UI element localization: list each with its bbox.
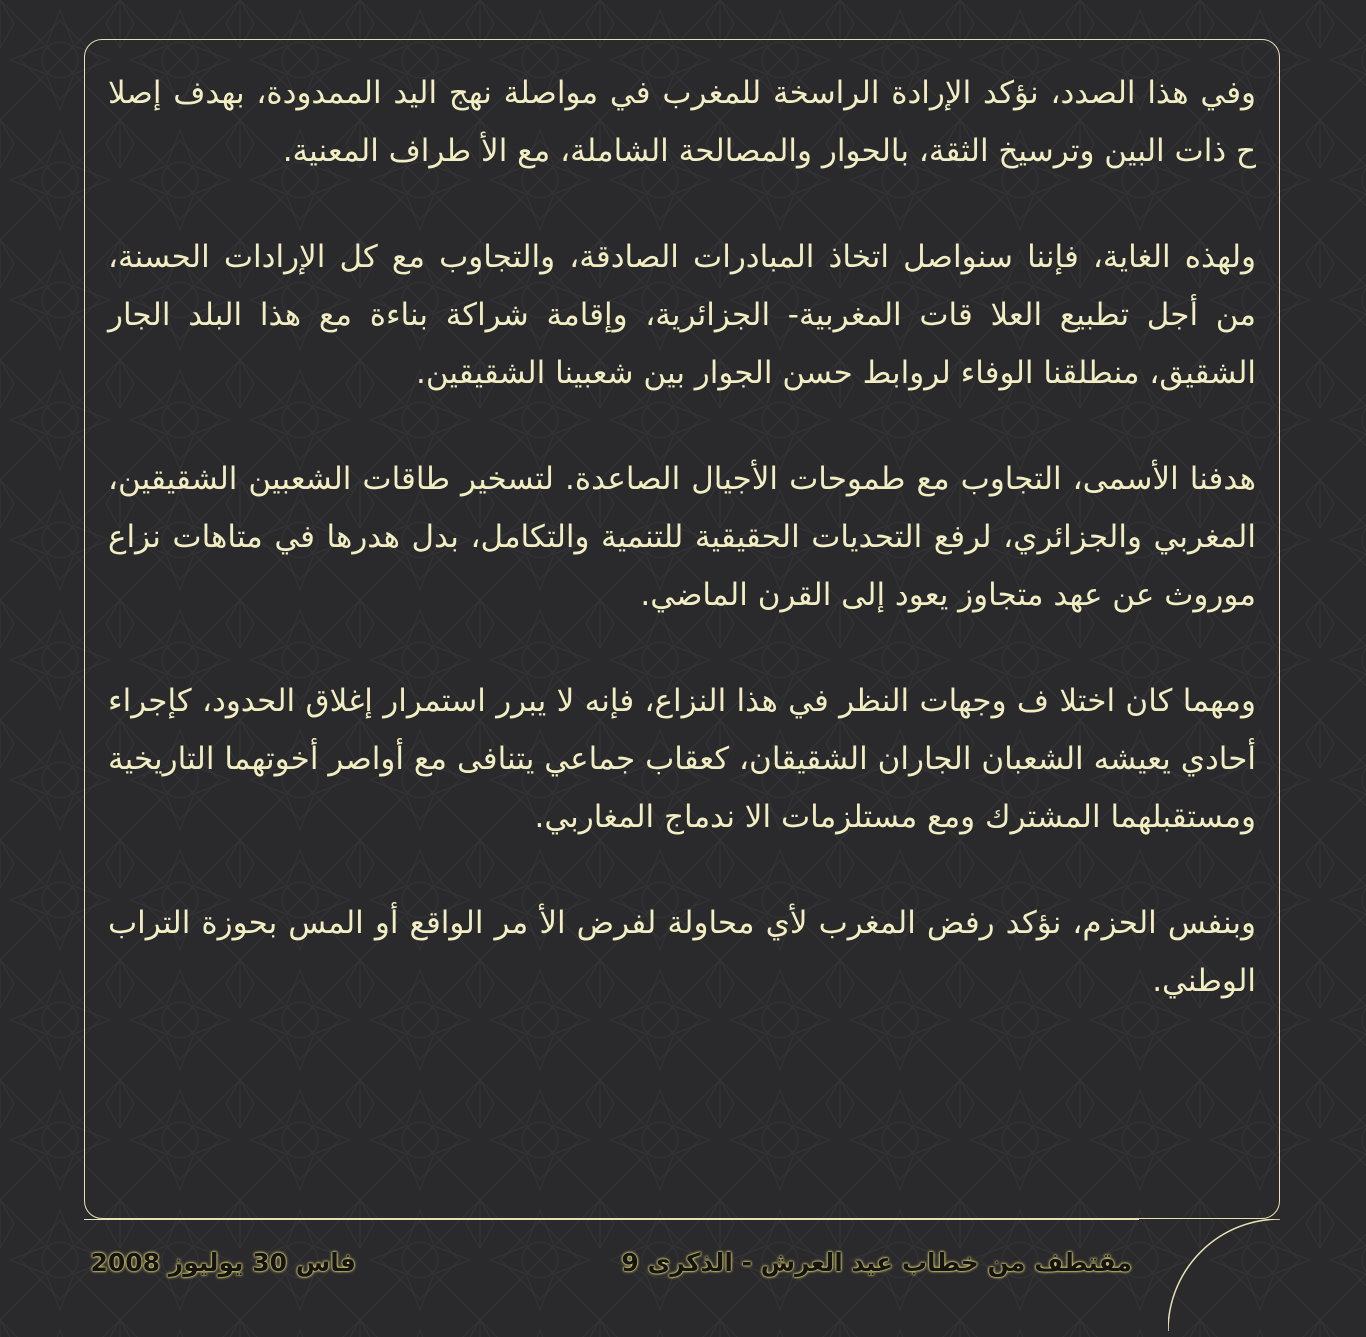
speech-paragraph-3: هدفنا الأسمى، التجاوب مع طموحات الأجيال الصاعدة. لتسخير طاقات الشعبين الشقيقين، المغربي والجزائري، لرفع التحديات الحقيقية للتنمية والتكامل، بدل هدرها في متاهات نزاع موروث عن عهد متجاوز يعود إلى القرن الماضي. [108, 461, 1256, 613]
speech-paragraph-4: ومهما كان اختلا ف وجهات النظر في هذا النزاع، فإنه لا يبرر استمرار إغلاق الحدود، كإجراء أحادي يعيشه الشعبان الجاران الشقيقان، كعقاب جماعي يتنافى مع أواصر أخوتهما التاريخية ومستقبلهما المشترك ومع مستلزمات الا ندماج المغاربي. [108, 683, 1256, 835]
speech-date-caption: فاس 30 يوليوز 2008 [90, 1248, 356, 1277]
corner-arc-ornament [1168, 1219, 1280, 1331]
speech-paragraph-5: وبنفس الحزم، نؤكد رفض المغرب لأي محاولة لفرض الأ مر الواقع أو المس بحوزة التراب الوطني. [108, 905, 1256, 999]
speech-excerpt [108, 64, 1256, 1010]
frame-bottom-rule [84, 1219, 1139, 1220]
speech-source-caption: مقتطف من خطاب عيد العرش - الذكرى 9 [621, 1248, 1132, 1277]
speech-paragraph-1: وفي هذا الصدد، نؤكد الإرادة الراسخة للمغرب في مواصلة نهج اليد الممدودة، بهدف إصلا ح ذات البين وترسيخ الثقة، بالحوار والمصالحة الشاملة، مع الأ طراف المعنية. [108, 75, 1256, 169]
speech-paragraph-2: ولهذه الغاية، فإننا سنواصل اتخاذ المبادرات الصادقة، والتجاوب مع كل الإرادات الحسنة، من أجل تطبيع العلا قات المغربية- الجزائرية، وإقامة شراكة بناءة مع هذا البلد الجار الشقيق، منطلقنا الوفاء لروابط حسن الجوار بين شعبينا الشقيقين. [108, 239, 1256, 391]
